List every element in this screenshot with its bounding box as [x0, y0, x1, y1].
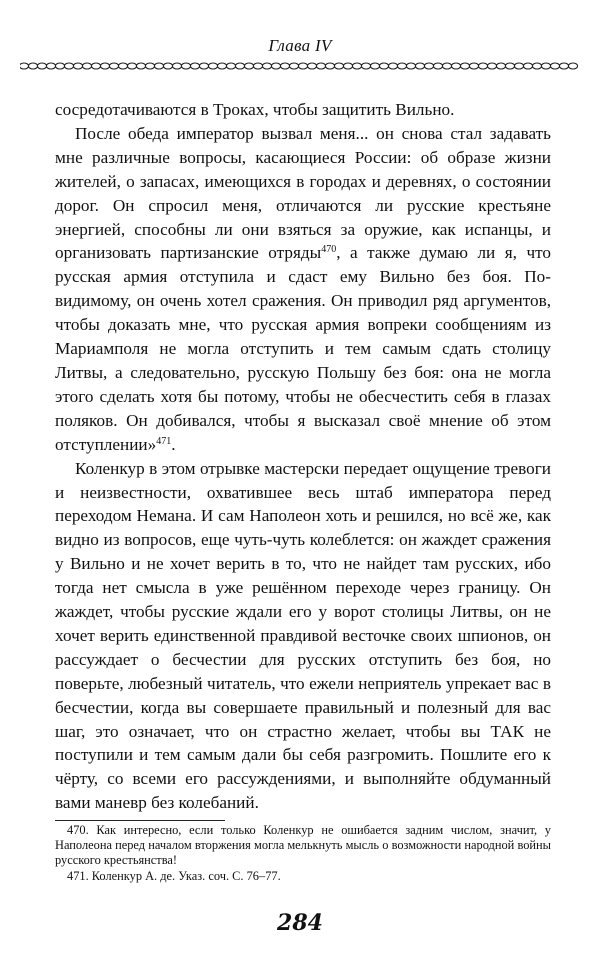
ornament-link [514, 63, 523, 69]
ornament-link [478, 63, 487, 69]
ornament-link [181, 63, 190, 69]
footnotes [55, 823, 551, 884]
text-span: . [171, 434, 176, 454]
footnote-ref: 471 [156, 435, 172, 447]
ornament-link [253, 63, 262, 69]
ornament-link [217, 63, 226, 69]
ornament-link [163, 63, 172, 69]
ornament-link [64, 63, 73, 69]
text-span: , а также думаю ли я, что русская армия отступила и сдаст ему Вильно без боя. По-видимому, он очень хотел сражения. Он приводил ряд аргументов, чтобы доказать мне, что русская армия вопреки сообщениям из Мариамполя не могла отступить и тем самым сдать столицу Литвы, а следовательно, русскую Польшу без боя: она не могла этого сделать хотя бы потому, чтобы не обесчестить себя в глазах поляков. Он добивался, чтобы я высказал своё мнение об этом отступлении» [55, 243, 552, 454]
ornament-link [235, 63, 244, 69]
ornament-link [343, 63, 352, 69]
ornament-link [307, 63, 316, 69]
ornament-link [37, 63, 46, 69]
ornament-link [496, 63, 505, 69]
ornament-link [451, 63, 460, 69]
ornament-link [208, 63, 217, 69]
ornament-link [559, 63, 568, 69]
ornament-rule [20, 60, 582, 72]
ornament-link [289, 63, 298, 69]
ornament-link [136, 63, 145, 69]
ornament-link [433, 63, 442, 69]
ornament-link [226, 63, 235, 69]
ornament-link [487, 63, 496, 69]
ornament-link [172, 63, 181, 69]
ornament-link [370, 63, 379, 69]
page-number: 284 [277, 910, 323, 936]
footnote-ref: 470 [321, 244, 337, 256]
ornament-link [82, 63, 91, 69]
ornament-link [127, 63, 136, 69]
footnote: 471. Коленкур А. де. Указ. соч. С. 76–77. [67, 868, 281, 883]
ornament-link [532, 63, 541, 69]
ornament-link [91, 63, 100, 69]
running-head: Глава IV [268, 36, 332, 55]
ornament-link [523, 63, 532, 69]
ornament-link [145, 63, 154, 69]
ornament-link [406, 63, 415, 69]
ornament-link [361, 63, 370, 69]
paragraph: сосредотачиваются в Троках, чтобы защитить Вильно. [55, 100, 455, 119]
ornament-link [568, 63, 577, 69]
ornament-link [190, 63, 199, 69]
ornament-link [20, 63, 29, 69]
ornament-link [505, 63, 514, 69]
ornament-link [469, 63, 478, 69]
ornament-link [55, 63, 64, 69]
ornament-link [199, 63, 208, 69]
ornament-link [379, 63, 388, 69]
ornament-link [271, 63, 280, 69]
ornament-link [316, 63, 325, 69]
ornament-link [325, 63, 334, 69]
ornament-link [100, 63, 109, 69]
text-span: После обеда император вызвал меня... он снова стал задавать мне различные вопросы, касающиеся России: об образе жизни жителей, о запасах, имеющихся в городах и деревнях, о состоянии дорог. Он спросил меня, отличаются ли русские крестьяне энергией, способны ли они взяться за оружие, как испанцы, и организовать партизанские отряды [55, 123, 551, 263]
ornament-link [28, 63, 37, 69]
ornament-link [424, 63, 433, 69]
ornament-link [415, 63, 424, 69]
footnote-divider [55, 820, 225, 821]
ornament-link [442, 63, 451, 69]
ornament-link [541, 63, 550, 69]
footnote: 470. Как интересно, если только Коленкур не ошибается задним числом, значит, у Наполеона перед началом вторжения могла мелькнуть мысль о возможности народной войны русского крестьянства! [55, 823, 551, 868]
ornament-link [154, 63, 163, 69]
paragraph: Коленкур в этом отрывке мастерски передает ощущение тревоги и неизвестности, охватившее весь штаб императора перед переходом Немана. И сам Наполеон хоть и решился, но всё же, как видно из вопросов, еще чуть-чуть колеблется: он жаждет сражения у Вильно и не хочет верить в то, что не найдет там русских, ибо тогда нет смысла в уже решённом переходе через границу. Он жаждет, чтобы русские ждали его у ворот столицы Литвы, он не хочет верить единственной правдивой весточке своих шпионов, он рассуждает о бесчестии для русских отступить без боя, но поверьте, любезный читатель, что ежели неприятель упрекает вас в бесчестии, когда вы совершаете правильный и полезный для вас шаг, это означает, что он страстно желает, чтобы вы ТАК не поступили и тем самым дали бы себя разгромить. Пошлите его к чёрту, со всеми его рассуждениями, и выполняйте обдуманный вами маневр без колебаний. [55, 458, 551, 813]
ornament-link [244, 63, 253, 69]
ornament-link [334, 63, 343, 69]
ornament-link [46, 63, 55, 69]
ornament-link [388, 63, 397, 69]
paragraph [55, 122, 551, 457]
ornament-link [118, 63, 127, 69]
ornament-link [460, 63, 469, 69]
ornament-link [262, 63, 271, 69]
ornament-link [550, 63, 559, 69]
ornament-link [73, 63, 82, 69]
main-text [55, 98, 551, 815]
ornament-link [280, 63, 289, 69]
ornament-link [397, 63, 406, 69]
ornament-link [298, 63, 307, 69]
ornament-link [109, 63, 118, 69]
ornament-link [352, 63, 361, 69]
